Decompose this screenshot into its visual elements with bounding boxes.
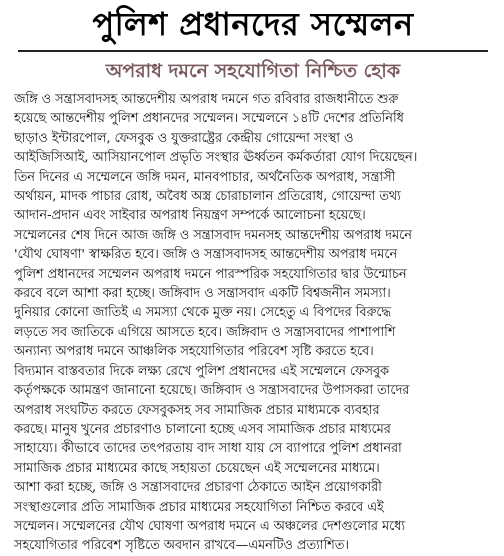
article-line: আশা করা হচ্ছে, জঙ্গি ও সন্ত্রাসবাদের প্রচারণা ঠেকাতে আইন প্রয়োগকারী <box>14 480 382 496</box>
article-line: সহযোগিতার পরিবেশ সৃষ্টিতে অবদান রাখবে—এমনটিও প্রত্যাশিত। <box>14 538 349 554</box>
article-line: হয়েছে আন্তদেশীয় পুলিশ প্রধানদের সম্মেলন। সম্মেলনে ১৪টি দেশের প্রতিনিধি <box>14 111 404 127</box>
article-line: অর্থায়ন, মাদক পাচার রোধ, অবৈধ অস্ত্র চোরাচালান প্রতিরোধ, গোয়েন্দা তথ্য <box>14 189 401 205</box>
article-line: দুনিয়ার কোনো জাতিই এ সমস্যা থেকে মুক্ত নয়। সেহেতু এ বিপদের বিরুদ্ধে <box>14 305 391 321</box>
article-line: অপরাধ সংঘটিত করতে ফেসবুকসহ সব সামাজিক প্রচার মাধ্যমকে ব্যবহার <box>14 402 380 418</box>
article-line: আদান-প্রদান এবং সাইবার অপরাধ নিয়ন্ত্রণ সম্পর্কে আলোচনা হয়েছে। <box>14 208 366 224</box>
article-line: সাহায্যে। কীভাবে তাদের তৎপরতায় বাদ সাধা যায় সে ব্যাপারে পুলিশ প্রধানরা <box>14 441 402 457</box>
article-body <box>14 90 492 556</box>
article-line: অন্যান্য অপরাধ দমনে আঞ্চলিক সহযোগিতার পরিবেশ সৃষ্টি করতে হবে। <box>14 344 374 360</box>
article-line: করছে। মানুষ খুনের প্রচারণাও চালানো হচ্ছে এসব সামাজিক প্রচার মাধ্যমের <box>14 421 391 437</box>
article-line: জঙ্গি ও সন্ত্রাসবাদসহ আন্তদেশীয় অপরাধ দমনে গত রবিবার রাজধানীতে শুরু <box>14 92 399 107</box>
article-line: সামাজিক প্রচার মাধ্যমের কাছে সহায়তা চেয়েছেন এই সম্মেলনের মাধ্যমে। <box>14 460 380 476</box>
article-line: করবে বলে আশা করা হচ্ছে। জঙ্গিবাদ ও সন্ত্রাসবাদ একটি বিশ্বজনীন সমস্যা। <box>14 286 391 302</box>
article-line: সম্মেলনের শেষ দিনে আজ জঙ্গি ও সন্ত্রাসবাদ দমনসহ আন্তদেশীয় অপরাধ দমনে <box>14 227 412 243</box>
article-line: আইজিসিআই, আসিয়ানপোল প্রভৃতি সংস্থার ঊর্ধ্বতন কর্মকর্তারা যোগ দিয়েছেন। <box>14 150 418 166</box>
article-line: লড়তে সব জাতিকে এগিয়ে আসতে হবে। জঙ্গিবাদ ও সন্ত্রাসবাদের পাশাপাশি <box>14 324 396 340</box>
headline: পুলিশ প্রধানদের সম্মেলন <box>92 5 414 43</box>
article-line: 'যৌথ ঘোষণা' স্বাক্ষরিত হবে। জঙ্গি ও সন্ত্রাসবাদসহ আন্তদেশীয় অপরাধ দমনে <box>14 247 398 263</box>
article-line: সংস্থাগুলোর প্রতি সামাজিক প্রচার মাধ্যমের সহযোগিতা নিশ্চিত করবে এই <box>14 499 384 515</box>
article-line: ছাড়াও ইন্টারপোল, ফেসবুক ও যুক্তরাষ্ট্রের কেন্দ্রীয় গোয়েন্দা সংস্থা ও <box>14 130 354 146</box>
article-line: কর্তৃপক্ষকে আমন্ত্রণ জানানো হয়েছে। জঙ্গিবাদ ও সন্ত্রাসবাদের উপাসকরা তাদের <box>14 383 410 399</box>
headline-divider <box>18 50 488 52</box>
article-line: বিদ্যমান বাস্তবতার দিকে লক্ষ্য রেখে পুলিশ প্রধানদের এই সম্মেলনে ফেসবুক <box>14 363 389 379</box>
article-line: সম্মেলন। সম্মেলনের যৌথ ঘোষণা অপরাধ দমনে এ অঞ্চলের দেশগুলোর মধ্যে <box>14 518 406 534</box>
article-line: তিন দিনের এ সম্মেলনে জঙ্গি দমন, মানবপাচার, অর্থনৈতিক অপরাধ, সন্ত্রাসী <box>14 169 396 185</box>
article-line: পুলিশ প্রধানদের সম্মেলন অপরাধ দমনে পারস্পরিক সহযোগিতার দ্বার উন্মোচন <box>14 266 407 282</box>
subheadline: অপরাধ দমনে সহযোগিতা নিশ্চিত হোক <box>105 60 401 82</box>
